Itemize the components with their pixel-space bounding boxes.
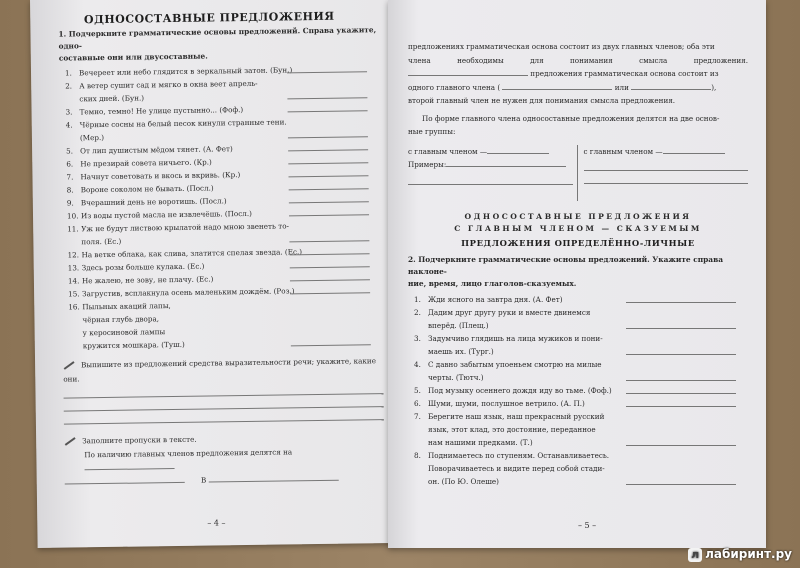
answer-line [290,266,370,268]
answer-line [290,253,370,255]
exercise-item [408,423,748,436]
item-text: Шуми, шуми, послушное ветрило. (А. П.) [428,398,585,408]
item-number: 4. [414,359,421,369]
item-text: Темно, темно! Не улице пустынно... (Фоф.) [79,105,244,117]
item-number: 15. [68,289,80,299]
item-number: 5. [66,146,74,156]
item-text: черты. (Тютч.) [428,372,484,382]
exercise-item [408,410,748,423]
exercise-item [408,384,748,397]
fill-text-b: В [65,471,385,489]
item-text: Из воды пустой масла не извлечёшь. (Посл.) [80,208,252,221]
answer-line [290,292,370,294]
answer-line [288,110,368,112]
exercise-item [408,332,748,345]
item-number: 6. [66,159,74,169]
theory-text: ные группы: [408,127,456,136]
item-text: Вороне соколом не бывать. (Посл.) [80,183,214,195]
item-text: Пыльных акаций лапы, [82,301,171,312]
exercise-item [408,345,748,358]
item-text: у керосиновой лампы [82,327,166,338]
answer-line [626,380,736,381]
answer-line [626,354,736,355]
answer-line [626,484,736,485]
item-text: Не презирай совета ничьего. (Кр.) [80,157,212,169]
answer-line [290,279,370,281]
answer-line [64,419,384,424]
task-1-instruction: 1. Подчеркните грамматические основы предложений. Справа укажите, одно- составные они или двусоставные. [58,25,377,63]
answer-line [626,302,736,303]
task-fill-gaps: Заполните пропуски в тексте. [64,430,384,448]
task-2-instruction: 2. Подчеркните грамматические основы предложений. Укажите справа наклоне- ние, время, лицо глаголов-сказуемых. [408,254,723,288]
exercise-item [408,293,748,306]
exercise-item [408,371,748,384]
item-text: Чёрные сосны на белый песок кинули странные тени. [79,117,287,130]
answer-line [288,149,368,151]
item-text: вперёд. (Плещ.) [428,320,489,330]
page-title: ОДНОСОСТАВНЫЕ ПРЕДЛОЖЕНИЯ [83,9,335,27]
item-number: 6. [414,398,421,408]
answer-line [64,393,384,398]
item-number: 3. [65,107,73,117]
item-text: чёрная глубь двора, [82,314,160,325]
answer-line [287,97,367,99]
answer-line [289,188,369,190]
item-text: Уж не будут листвою крылатой надо мною звенеть то- [81,221,289,234]
item-number: 8. [414,450,421,460]
exercise-item [408,306,748,319]
answer-line [289,240,369,242]
item-text: Поворачиваетесь и видите перед собой стади- [428,463,605,473]
answer-line [626,406,736,407]
exercise-item [408,397,748,410]
answer-line [626,393,736,394]
item-number: 16. [68,302,80,312]
page-number: – 5 – [578,521,597,530]
item-number: 1. [64,68,72,78]
item-number: 3. [414,333,421,343]
watermark: л лабиринт.ру [688,547,792,562]
item-text: С давно забытым упоеньем смотрю на милые [428,359,602,369]
exercise-item [408,462,748,475]
section-heading: С ГЛАВНЫМ ЧЛЕНОМ — СКАЗУЕМЫМ [454,223,702,233]
exercise-item [408,358,748,371]
item-text: Вчерашний день не воротишь. (Посл.) [80,196,227,208]
section-heading: ОДНОСОСТАВНЫЕ ПРЕДЛОЖЕНИЯ [464,211,692,221]
item-number: 10. [66,211,79,221]
item-text: Под музыку осеннего дождя иду во тьме. (Фоф.) [428,385,612,395]
answer-line [291,344,371,346]
item-text: Не жалею, не зову, не плачу. (Ес.) [81,274,214,286]
page-number: – 4 – [207,518,226,528]
item-text: язык, этот клад, это достояние, переданное [428,424,596,434]
item-text: Жди ясного на завтра дня. (А. Фет) [428,294,563,304]
labirint-logo-icon: л [688,548,702,562]
fill-text: По наличию главных членов предложения делятся на [64,444,384,475]
item-number: 9. [66,198,74,208]
item-number: 5. [414,385,421,395]
item-number: 2. [65,81,73,91]
answer-line [288,136,368,138]
exercise-list [59,62,383,352]
exercise-list [408,293,748,488]
item-text: Берегите наш язык, наш прекрасный русский [428,411,605,421]
item-number: 1. [414,294,421,304]
item-text: Задумчиво глядишь на лица мужиков и пони- [428,333,603,343]
task-expressive-means: Выпишите из предложений средства выразительности речи; укажите, какие они. [63,356,377,384]
item-number: 7. [414,411,421,421]
exercise-item [408,475,748,488]
item-text: ских дней. (Бун.) [79,93,145,104]
item-number: 14. [67,276,80,286]
item-text: На ветке облака, как слива, златится спелая звезда. (Ес.) [81,247,303,260]
groups-table: с главным членом — Примеры: с главным членом — [408,145,748,201]
theory-text: одного главного члена ( или ), [408,82,717,92]
item-text: маешь их. (Тург.) [428,346,494,356]
answer-line [289,214,369,216]
theory-text: предложениях грамматическая основа состоит из двух главных членов; оба эти [408,42,715,51]
theory-text: второй главный член не нужен для понимания смысла предложения. [408,96,676,105]
exercise-item [408,449,748,462]
item-text: А ветер сушит сад и мягко в окна веет апрель- [79,78,258,91]
theory-text: члена необходимы для понимания смысла предложения. [408,55,748,65]
item-number: 4. [65,120,73,130]
item-text: поля. (Ес.) [81,236,122,247]
item-text: Вечереет или небо глядится в зеркальный затон. (Бун.) [78,65,293,78]
item-text: От лип душистым мёдом тянет. (А. Фет) [80,144,233,156]
item-number: 13. [67,263,80,273]
item-text: он. (По Ю. Олеше) [428,476,499,486]
item-text: кружится мошкара. (Туш.) [82,339,185,351]
item-number: 2. [414,307,421,317]
theory-text: По форме главного члена односоставные предложения делятся на две основ- [422,113,720,123]
exercise-item [408,319,748,332]
item-number: 11. [67,224,79,234]
answer-line [626,328,736,329]
item-number: 12. [67,250,80,260]
answer-line [626,445,736,446]
item-text: нам нашими предками. (Т.) [428,437,533,447]
item-text: Загрустив, всплакнула осень маленьким дождём. (Роз.) [82,286,295,299]
theory-text: предложения грамматическая основа состоит из [408,67,748,81]
answer-line [64,406,384,411]
right-page [388,0,766,548]
pencil-icon [65,437,76,446]
left-page [30,0,396,548]
item-number: 7. [66,172,74,182]
section-subheading: ПРЕДЛОЖЕНИЯ ОПРЕДЕЛЁННО-ЛИЧНЫЕ [461,237,695,248]
answer-line [288,162,368,164]
answer-line [289,201,369,203]
exercise-item [408,436,748,449]
answer-line [288,175,368,177]
answer-line [287,71,367,73]
item-text: Здесь розы больше кулака. (Ес.) [81,261,205,273]
item-text: Поднимаетесь по ступеням. Останавливаетесь. [428,450,610,460]
item-text: Дадим друг другу руки и вместе двинемся [428,307,591,317]
item-number: 8. [66,185,74,195]
item-text: Начнут советовать и вкось и вкривь. (Кр.) [80,170,241,182]
item-text: (Мер.) [79,132,105,143]
pencil-icon [64,361,75,370]
